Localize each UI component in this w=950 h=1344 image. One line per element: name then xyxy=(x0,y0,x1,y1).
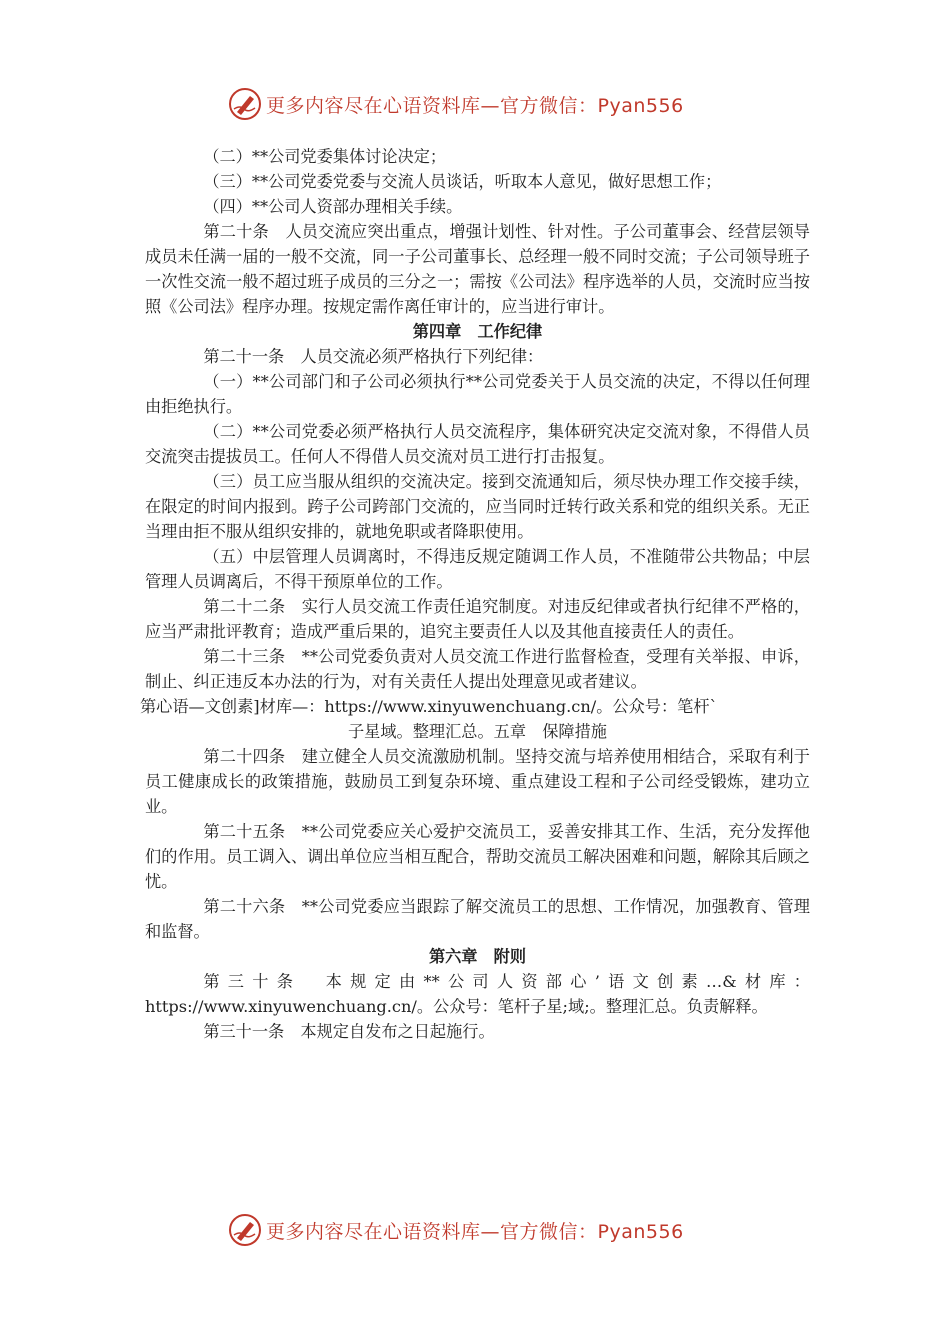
footer-banner xyxy=(228,1210,728,1250)
paragraph: （四）**公司人资部办理相关手续。 xyxy=(203,197,463,216)
paragraph: （三）员工应当服从组织的交流决定。接到交流通知后，须尽快办理工作交接手续，在限定的时间内报到。跨子公司跨部门交流的，应当同时迁转行政关系和党的组织关系。无正当理由拒不服从组织安排的，就地免职或者降职使用。 xyxy=(145,472,810,541)
chapter-6-heading: 第六章 附则 xyxy=(428,947,527,966)
pen-logo-icon xyxy=(228,87,262,121)
article-30: 第三十条 本规定由**公司人资部心’语文创素…&材库：https://www.xinyuwenchuang.cn/。公众号：笔杆子星;域;。整理汇总。负责解释。 xyxy=(145,972,810,1016)
paragraph: （二）**公司党委必须严格执行人员交流程序，集体研究决定交流对象，不得借人员交流突击提拔员工。任何人不得借人员交流对员工进行打击报复。 xyxy=(145,422,810,466)
article-24: 第二十四条 建立健全人员交流激励机制。坚持交流与培养使用相结合，采取有利于员工健康成长的政策措施，鼓励员工到复杂环境、重点建设工程和子公司经受锻炼，建功立业。 xyxy=(145,747,810,816)
chapter-4-heading: 第四章 工作纪律 xyxy=(412,322,543,341)
article-20: 第二十条 人员交流应突出重点，增强计划性、针对性。子公司董事会、经营层领导成员未任满一届的一般不交流，同一子公司董事长、总经理一般不同时交流；子公司领导班子一次性交流一般不超过班子成员的三分之一；需按《公司法》程序选举的人员，交流时应当按照《公司法》程序办理。按规定需作离任审计的，应当进行审计。 xyxy=(145,222,810,316)
banner-text: 更多内容尽在心语资料库—官方微信：Pyan556 xyxy=(266,94,684,117)
paragraph: （一）**公司部门和子公司必须执行**公司党委关于人员交流的决定，不得以任何理由拒绝执行。 xyxy=(145,372,810,416)
watermark-line: 第心语—文创素]材库—：https://www.xinyuwenchuang.cn/。公众号：笔杆` xyxy=(140,697,718,716)
article-25: 第二十五条 **公司党委应关心爱护交流员工，妥善安排其工作、生活，充分发挥他们的作用。员工调入、调出单位应当相互配合，帮助交流员工解决困难和问题，解除其后顾之忧。 xyxy=(145,822,810,891)
article-21: 第二十一条 人员交流必须严格执行下列纪律： xyxy=(203,347,544,366)
article-26: 第二十六条 **公司党委应当跟踪了解交流员工的思想、工作情况，加强教育、管理和监督。 xyxy=(145,897,810,941)
paragraph: （三）**公司党委党委与交流人员谈话，听取本人意见，做好思想工作； xyxy=(203,172,722,191)
article-31: 第三十一条 本规定自发布之日起施行。 xyxy=(203,1022,495,1041)
paragraph: （二）**公司党委集体讨论决定； xyxy=(203,147,447,166)
document-body xyxy=(140,144,810,1044)
article-22: 第二十二条 实行人员交流工作责任追究制度。对违反纪律或者执行纪律不严格的，应当严肃批评教育；造成严重后果的，追究主要责任人以及其他直接责任人的责任。 xyxy=(145,597,810,641)
pen-logo-icon xyxy=(228,1213,262,1247)
banner-text: 更多内容尽在心语资料库—官方微信：Pyan556 xyxy=(266,1220,684,1243)
chapter-5-heading: 子星域。整理汇总。五章 保障措施 xyxy=(348,722,607,741)
paragraph: （五）中层管理人员调离时，不得违反规定随调工作人员，不准随带公共物品；中层管理人员调离后，不得干预原单位的工作。 xyxy=(145,547,810,591)
article-23: 第二十三条 **公司党委负责对人员交流工作进行监督检查，受理有关举报、申诉，制止、纠正违反本办法的行为，对有关责任人提出处理意见或者建议。 xyxy=(145,647,810,691)
header-banner xyxy=(228,84,728,124)
